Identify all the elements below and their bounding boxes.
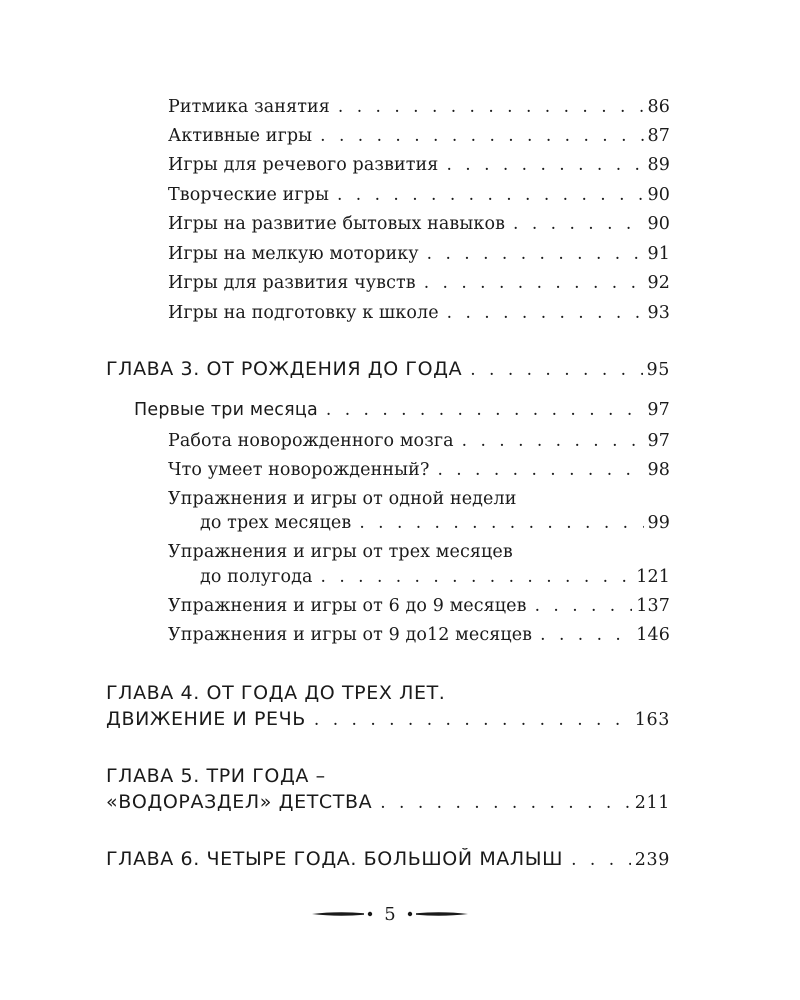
- chapter-title: ГЛАВА 3. ОТ РОЖДЕНИЯ ДО ГОДА: [106, 358, 463, 380]
- leader-dots: [321, 567, 633, 587]
- toc-entry-title: Игры для развития чувств: [168, 273, 416, 293]
- leader-dots: [320, 126, 643, 146]
- chapter-3-entry[interactable]: [106, 358, 670, 380]
- chapter-title-line2: «ВОДОРАЗДЕЛ» ДЕТСТВА: [106, 791, 373, 813]
- leader-dots: [535, 596, 633, 616]
- toc-entry[interactable]: [168, 155, 670, 175]
- toc-entry-title: Творческие игры: [168, 185, 329, 205]
- toc-entry-page: 90: [647, 185, 670, 205]
- toc-entry-title: Работа новорожденного мозга: [168, 431, 454, 451]
- chapter-page: 211: [634, 793, 670, 813]
- chapter-page: 95: [646, 360, 670, 380]
- leader-dots: [314, 710, 631, 730]
- toc-entry[interactable]: [168, 97, 670, 117]
- chapter-4-title-line1[interactable]: ГЛАВА 4. ОТ ГОДА ДО ТРЕХ ЛЕТ.: [106, 682, 446, 704]
- toc-entry[interactable]: [200, 567, 670, 587]
- toc-entry-title-line1[interactable]: Упражнения и игры от одной недели: [168, 489, 517, 509]
- section-entry[interactable]: [134, 400, 670, 420]
- left-ornament-icon: [312, 909, 374, 919]
- toc-entry[interactable]: [168, 303, 670, 323]
- leader-dots: [338, 97, 644, 117]
- leader-dots: [447, 303, 644, 323]
- leader-dots: [462, 431, 644, 451]
- chapter-page: 239: [634, 850, 670, 870]
- chapter-5-title-line1[interactable]: ГЛАВА 5. ТРИ ГОДА –: [106, 765, 326, 787]
- section-page: 97: [647, 400, 670, 420]
- leader-dots: [337, 185, 644, 205]
- toc-entry[interactable]: [168, 431, 670, 451]
- toc-entry-title: Упражнения и игры от 6 до 9 месяцев: [168, 596, 527, 616]
- toc-entry[interactable]: [168, 273, 670, 293]
- toc-entry-title: Что умеет новорожденный?: [168, 460, 430, 480]
- toc-entry[interactable]: [168, 214, 670, 234]
- page-footer: [300, 900, 480, 928]
- toc-entry-page: 92: [647, 273, 670, 293]
- toc-entry[interactable]: [168, 596, 670, 616]
- toc-entry-title: Игры на развитие бытовых навыков: [168, 214, 506, 234]
- toc-entry-page: 87: [647, 126, 670, 146]
- toc-entry-page: 91: [647, 244, 670, 264]
- leader-dots: [513, 214, 643, 234]
- toc-entry-page: 121: [636, 567, 670, 587]
- chapter-title-line2: ДВИЖЕНИЕ И РЕЧЬ: [106, 708, 306, 730]
- toc-entry-page: 99: [647, 513, 670, 533]
- toc-entry-title: Игры для речевого развития: [168, 155, 439, 175]
- leader-dots: [427, 244, 644, 264]
- leader-dots: [540, 625, 632, 645]
- chapter-4-entry[interactable]: [106, 708, 670, 730]
- toc-entry-page: 93: [647, 303, 670, 323]
- leader-dots: [380, 793, 631, 813]
- chapter-6-entry[interactable]: [106, 848, 670, 870]
- toc-entry[interactable]: [168, 185, 670, 205]
- toc-entry-page: 89: [647, 155, 670, 175]
- toc-entry-title: Ритмика занятия: [168, 97, 330, 117]
- leader-dots: [571, 850, 631, 870]
- leader-dots: [326, 400, 643, 420]
- toc-entry-page: 146: [636, 625, 670, 645]
- toc-entry-page: 90: [647, 214, 670, 234]
- leader-dots: [470, 360, 642, 380]
- toc-entry-page: 98: [647, 460, 670, 480]
- toc-entry[interactable]: [168, 126, 670, 146]
- toc-entry-page: 97: [647, 431, 670, 451]
- toc-entry[interactable]: [168, 460, 670, 480]
- toc-entry[interactable]: [200, 513, 670, 533]
- toc-entry-title-line2: до полугода: [200, 567, 313, 587]
- right-ornament-icon: [406, 909, 468, 919]
- chapter-5-entry[interactable]: [106, 791, 670, 813]
- leader-dots: [446, 155, 643, 175]
- leader-dots: [424, 273, 644, 293]
- page-number: 5: [384, 903, 396, 925]
- toc-entry-page: 137: [636, 596, 670, 616]
- leader-dots: [437, 460, 643, 480]
- toc-entry-title: Активные игры: [168, 126, 313, 146]
- toc-entry-title: Упражнения и игры от 9 до12 месяцев: [168, 625, 533, 645]
- chapter-page: 163: [634, 710, 670, 730]
- toc-entry-title: Игры на подготовку к школе: [168, 303, 439, 323]
- section-title: Первые три месяца: [134, 400, 318, 420]
- toc-entry-page: 86: [647, 97, 670, 117]
- toc-entry-title-line2: до трех месяцев: [200, 513, 352, 533]
- leader-dots: [359, 513, 643, 533]
- chapter-title: ГЛАВА 6. ЧЕТЫРЕ ГОДА. БОЛЬШОЙ МАЛЫШ: [106, 848, 564, 870]
- toc-entry[interactable]: [168, 244, 670, 264]
- toc-entry-title: Игры на мелкую моторику: [168, 244, 419, 264]
- toc-entry-title-line1[interactable]: Упражнения и игры от трех месяцев: [168, 542, 513, 562]
- toc-entry[interactable]: [168, 625, 670, 645]
